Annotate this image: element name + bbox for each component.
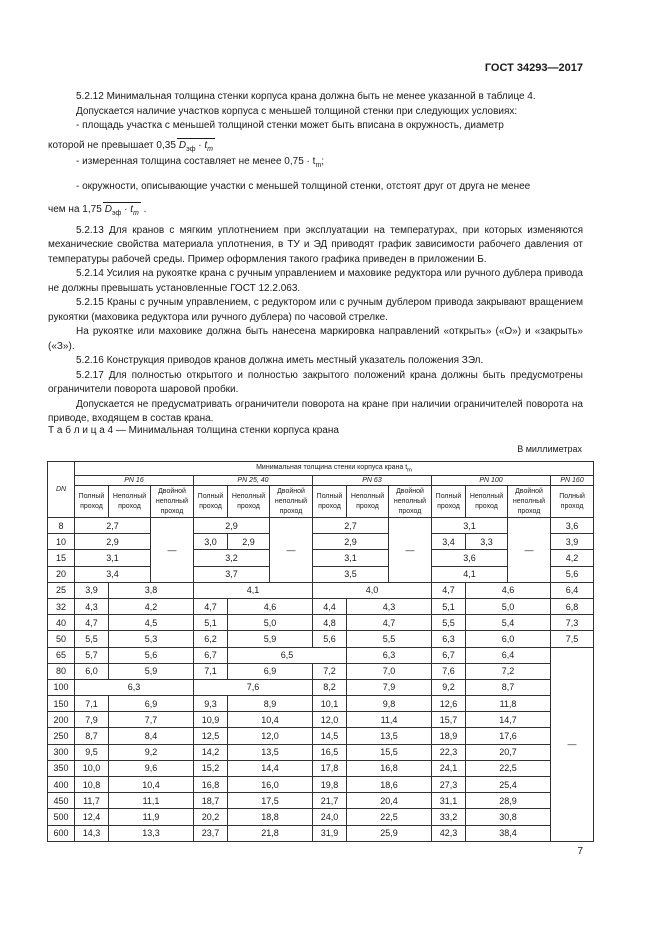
table-cell: 7,2: [466, 663, 551, 679]
main-header-text: Минимальная толщина стенки корпуса крана t: [256, 463, 408, 471]
table-cell: 4,2: [551, 550, 594, 566]
table-cell: 6,0: [75, 663, 109, 679]
table-cell: 13,5: [228, 744, 313, 760]
table-cell: 3,3: [466, 534, 508, 550]
col-partial: Неполный проход: [347, 486, 389, 518]
bullet-2-sub: m: [315, 162, 322, 169]
cell-dn: 25: [48, 582, 75, 598]
table-cell: 13,5: [347, 728, 432, 744]
table-cell: 5,6: [109, 647, 194, 663]
dash-cell: —: [508, 518, 551, 583]
table-cell: 7,5: [551, 631, 594, 647]
table-row: [48, 712, 594, 728]
table-cell: 12,0: [313, 712, 347, 728]
table-cell: 4,5: [109, 615, 194, 631]
table-cell: 6,4: [466, 647, 551, 663]
paragraph-5-2-15: 5.2.15 Краны с ручным управлением, с редуктором или с ручным дублером привода закрывают вращением рукоятки (маховика редуктора или ручного дублера) по часовой стрелке.: [48, 297, 583, 323]
paragraph-5-2-13: 5.2.13 Для кранов с мягким уплотнением при эксплуатации на температурах, при которых изменяются механические свойства материала уплотнения, в ТУ и ЭД приводят график зависимости рабочего давления от температуры рабочей среды. Пример оформления такого графика приведен в приложении Б.: [48, 224, 583, 265]
bullet-2-end: ;: [321, 156, 325, 167]
table-cell: 4,3: [75, 598, 109, 614]
table-cell: 23,7: [194, 825, 228, 841]
table-cell: 7,6: [432, 663, 466, 679]
pn25-40-header: PN 25, 40: [194, 476, 313, 486]
bullet-3: - окружности, описывающие участки с меньшей толщиной стенки, отстоят друг от друга не менее: [76, 180, 531, 192]
sqrt-sub: эф: [186, 145, 196, 153]
table-cell: 4,6: [228, 598, 313, 614]
col-full: Полный проход: [432, 486, 466, 518]
table-row: [48, 825, 594, 841]
table-cell: 16,0: [228, 777, 313, 793]
table-cell: 15,5: [347, 744, 432, 760]
table-cell: 4,7: [194, 598, 228, 614]
table-cell: 2,7: [75, 518, 151, 534]
table-cell: 14,2: [194, 744, 228, 760]
paragraph-5-2-14: 5.2.14 Усилия на рукоятке крана с ручным управлением и маховике редуктора или ручного дублера привода не должны превышать установленные ГОСТ 12.2.063.: [48, 268, 583, 294]
cell-dn: 50: [48, 631, 75, 647]
table-cell: 21,7: [313, 793, 347, 809]
cell-dn: 20: [48, 566, 75, 582]
table-row: [48, 809, 594, 825]
sqrt-mid: · t: [195, 139, 208, 151]
body-text: [48, 90, 583, 427]
table-cell: 7,1: [194, 663, 228, 679]
table-cell: 6,3: [75, 679, 194, 695]
table-cell: 12,0: [228, 728, 313, 744]
table-row: [48, 647, 594, 663]
table-cell: 10,1: [313, 696, 347, 712]
paragraph-5-2-16: 5.2.16 Конструкция приводов кранов должна иметь местный указатель положения ЗЭл.: [76, 355, 484, 366]
table-cell: 24,0: [313, 809, 347, 825]
table-cell: 4,7: [432, 582, 466, 598]
sqrt-expression-2: [103, 202, 141, 222]
paragraph-5-2-15-b: На рукоятке или маховике должна быть нанесена маркировка направлений «открыть» («О») и «закрыть» («З»).: [48, 326, 583, 352]
table-cell: 17,6: [466, 728, 551, 744]
table-cell: 6,7: [194, 647, 228, 663]
table-row: [48, 728, 594, 744]
sqrt-sub-2: эф: [111, 210, 122, 217]
main-header: [75, 462, 594, 476]
pn16-header: PN 16: [75, 476, 194, 486]
standard-number: ГОСТ 34293—2017: [484, 62, 583, 74]
table-cell: 4,2: [109, 598, 194, 614]
cell-dn: 150: [48, 696, 75, 712]
table-cell: 25,4: [466, 777, 551, 793]
table-cell: 38,4: [466, 825, 551, 841]
table-cell: 7,9: [75, 712, 109, 728]
table-cell: 25,9: [347, 825, 432, 841]
paragraph-5-2-17-b: Допускается не предусматривать ограничители поворота на кране при наличии ограничителей поворота на приводе, входящем в состав крана.: [48, 398, 583, 424]
table-cell: 9,3: [194, 696, 228, 712]
table-cell: 4,8: [313, 615, 347, 631]
table-cell: 3,1: [75, 550, 151, 566]
pn160-header: PN 160: [551, 476, 594, 486]
table-cell: 2,9: [75, 534, 151, 550]
cell-dn: 8: [48, 518, 75, 534]
page-number: 7: [577, 846, 583, 857]
table-cell: 9,2: [432, 679, 466, 695]
table-cell: 9,2: [109, 744, 194, 760]
table-cell: 5,5: [347, 631, 432, 647]
table-row: [48, 793, 594, 809]
table-cell: 28,9: [466, 793, 551, 809]
table-cell: 4,7: [75, 615, 109, 631]
table-cell: 10,8: [75, 777, 109, 793]
col-full: Полный проход: [194, 486, 228, 518]
table-row: [48, 760, 594, 776]
dn-header: DN: [48, 462, 75, 518]
table-caption: Т а б л и ц а 4 — Минимальная толщина стенки корпуса крана: [48, 425, 339, 436]
table-cell: 3,0: [194, 534, 228, 550]
table-cell: 5,5: [432, 615, 466, 631]
cell-dn: 10: [48, 534, 75, 550]
bullet-1: - площадь участка с меньшей толщиной стенки может быть вписана в окружность, диаметр: [76, 120, 504, 131]
table-cell: 22,5: [466, 760, 551, 776]
cell-dn: 500: [48, 809, 75, 825]
table-cell: 12,4: [75, 809, 109, 825]
table-cell: 5,1: [432, 598, 466, 614]
table-cell: 14,3: [75, 825, 109, 841]
table-cell: 6,3: [347, 647, 432, 663]
col-double: Двойной неполный проход: [389, 486, 432, 518]
bullet-3-continuation: чем на 1,75 $D_{эф} \cdot t_m$ .: [48, 202, 583, 222]
table-cell: 3,4: [75, 566, 151, 582]
col-partial: Неполный проход: [109, 486, 151, 518]
table-cell: 13,3: [109, 825, 194, 841]
table-cell: 11,7: [75, 793, 109, 809]
table-cell: 6,5: [228, 647, 347, 663]
table-cell: 20,7: [466, 744, 551, 760]
paragraph-5-2-17: 5.2.17 Для полностью открытого и полностью закрытого положений крана должны быть предусмотрены ограничители поворота шаровой пробки.: [48, 369, 583, 395]
bullet-1-cont-text: которой не превышает 0,35: [48, 139, 176, 151]
table-cell: 6,9: [228, 663, 313, 679]
table-cell: 10,4: [228, 712, 313, 728]
table-row: [48, 777, 594, 793]
table-cell: 3,6: [432, 550, 508, 566]
table-cell: 2,9: [194, 518, 270, 534]
table-cell: 4,1: [194, 582, 313, 598]
table-cell: 3,2: [194, 550, 270, 566]
table-cell: 20,4: [347, 793, 432, 809]
table-cell: 14,4: [228, 760, 313, 776]
table-cell: 18,9: [432, 728, 466, 744]
cell-dn: 40: [48, 615, 75, 631]
table-row: [48, 518, 594, 534]
table-cell: 27,3: [432, 777, 466, 793]
table-row: [48, 631, 594, 647]
table-row: [48, 679, 594, 695]
table-cell: 7,0: [347, 663, 432, 679]
table-cell: 4,3: [347, 598, 432, 614]
sqrt-sub2: m: [207, 145, 213, 153]
bullet-2: [48, 155, 583, 174]
table-cell: 4,6: [466, 582, 551, 598]
table-cell: 11,1: [109, 793, 194, 809]
table-cell: 3,9: [75, 582, 109, 598]
table-cell: 19,8: [313, 777, 347, 793]
table-cell: 20,2: [194, 809, 228, 825]
table-cell: 5,9: [109, 663, 194, 679]
table-cell: 24,1: [432, 760, 466, 776]
table-cell: 15,2: [194, 760, 228, 776]
table-row: [48, 696, 594, 712]
sqrt-d: D: [178, 139, 187, 151]
table-cell: 4,0: [313, 582, 432, 598]
col-full: Полный проход: [313, 486, 347, 518]
table-units: В миллиметрах: [517, 444, 582, 454]
cell-dn: 350: [48, 760, 75, 776]
table-cell: 5,6: [551, 566, 594, 582]
table-cell: 2,9: [228, 534, 270, 550]
col-double: Двойной неполный проход: [270, 486, 313, 518]
table-cell: 4,1: [432, 566, 508, 582]
table-row: [48, 582, 594, 598]
cell-dn: 250: [48, 728, 75, 744]
table-cell: 2,7: [313, 518, 389, 534]
table-cell: 6,7: [432, 647, 466, 663]
table-cell: 8,2: [313, 679, 347, 695]
table-cell: 7,2: [313, 663, 347, 679]
col-double: Двойной неполный проход: [151, 486, 194, 518]
table-cell: 5,4: [466, 615, 551, 631]
table-cell: 5,5: [75, 631, 109, 647]
table-cell: 14,5: [313, 728, 347, 744]
table-cell: 5,0: [228, 615, 313, 631]
table-cell: 22,3: [432, 744, 466, 760]
table-cell: 9,8: [347, 696, 432, 712]
table-cell: 16,8: [194, 777, 228, 793]
table-cell: 3,4: [432, 534, 466, 550]
table-cell: 5,7: [75, 647, 109, 663]
table-cell: 7,9: [347, 679, 432, 695]
cell-dn: 65: [48, 647, 75, 663]
paragraph-5-2-12-b: Допускается наличие участков корпуса с меньшей толщиной стенки при следующих условиях:: [76, 105, 518, 117]
table-cell: 7,1: [75, 696, 109, 712]
table-cell: 33,2: [432, 809, 466, 825]
table-cell: 8,7: [466, 679, 551, 695]
table-cell: 6,4: [551, 582, 594, 598]
table-cell: 18,8: [228, 809, 313, 825]
table-cell: 5,3: [109, 631, 194, 647]
main-header-sub: m: [407, 467, 413, 474]
cell-dn: 450: [48, 793, 75, 809]
table-cell: 11,4: [347, 712, 432, 728]
cell-dn: 100: [48, 679, 75, 695]
sqrt-d-2: D: [104, 204, 112, 215]
table-cell: 15,7: [432, 712, 466, 728]
table-cell: 21,8: [228, 825, 313, 841]
table-cell: 4,7: [347, 615, 432, 631]
table-cell: 12,6: [432, 696, 466, 712]
dash-cell: —: [551, 647, 594, 841]
bullet-3-cont-text: чем на 1,75: [48, 204, 102, 215]
table-cell: 3,8: [109, 582, 194, 598]
table-cell: 3,7: [194, 566, 270, 582]
table-cell: 12,5: [194, 728, 228, 744]
table-cell: 18,6: [347, 777, 432, 793]
cell-dn: 400: [48, 777, 75, 793]
table-cell: 3,9: [551, 534, 594, 550]
cell-dn: 15: [48, 550, 75, 566]
dash-cell: —: [270, 518, 313, 583]
table-cell: 5,6: [313, 631, 347, 647]
table-row: [48, 663, 594, 679]
table-cell: 17,8: [313, 760, 347, 776]
dash-cell: —: [151, 518, 194, 583]
wall-thickness-table: [47, 461, 594, 842]
paragraph-5-2-12: 5.2.12 Минимальная толщина стенки корпуса крана должна быть не менее указанной в таблице 4.: [76, 91, 536, 102]
table-cell: 10,0: [75, 760, 109, 776]
table-cell: 30,8: [466, 809, 551, 825]
table-cell: 14,7: [466, 712, 551, 728]
cell-dn: 600: [48, 825, 75, 841]
table-cell: 7,3: [551, 615, 594, 631]
table-cell: 5,0: [466, 598, 551, 614]
col-partial: Неполный проход: [228, 486, 270, 518]
cell-dn: 300: [48, 744, 75, 760]
table-row: [48, 615, 594, 631]
table-cell: 31,9: [313, 825, 347, 841]
table-row: [48, 598, 594, 614]
dash-cell: —: [389, 518, 432, 583]
cell-dn: 80: [48, 663, 75, 679]
table-cell: 9,6: [109, 760, 194, 776]
col-full: Полный проход: [75, 486, 109, 518]
table-cell: 4,4: [313, 598, 347, 614]
table-cell: 42,3: [432, 825, 466, 841]
table-cell: 6,0: [466, 631, 551, 647]
sqrt-sub2-2: m: [133, 210, 139, 217]
table-cell: 17,5: [228, 793, 313, 809]
table-row: [48, 744, 594, 760]
table-cell: 11,9: [109, 809, 194, 825]
table-cell: 10,9: [194, 712, 228, 728]
table-cell: 3,5: [313, 566, 389, 582]
table-cell: 2,9: [313, 534, 389, 550]
pn63-header: PN 63: [313, 476, 432, 486]
table-cell: 3,1: [432, 518, 508, 534]
sqrt-mid-2: · t: [121, 204, 133, 215]
table-cell: 3,6: [551, 518, 594, 534]
table-cell: 31,1: [432, 793, 466, 809]
table-cell: 8,7: [75, 728, 109, 744]
table-cell: 22,5: [347, 809, 432, 825]
table-cell: 7,7: [109, 712, 194, 728]
table-cell: 6,9: [109, 696, 194, 712]
table-cell: 5,1: [194, 615, 228, 631]
table-cell: 8,9: [228, 696, 313, 712]
table-cell: 16,5: [313, 744, 347, 760]
table-cell: 6,3: [432, 631, 466, 647]
col-partial: Неполный проход: [466, 486, 508, 518]
table-cell: 8,4: [109, 728, 194, 744]
table-cell: 3,1: [313, 550, 389, 566]
bullet-2-text: - измеренная толщина составляет не менее 0,75 · t: [76, 156, 316, 167]
table-cell: 16,8: [347, 760, 432, 776]
cell-dn: 200: [48, 712, 75, 728]
col-double: Двойной неполный проход: [508, 486, 551, 518]
table-cell: 9,5: [75, 744, 109, 760]
pn100-header: PN 100: [432, 476, 551, 486]
table-cell: 5,9: [228, 631, 313, 647]
table-cell: 6,2: [194, 631, 228, 647]
table-cell: 10,4: [109, 777, 194, 793]
table-cell: 18,7: [194, 793, 228, 809]
col-full: Полный проход: [551, 486, 594, 518]
cell-dn: 32: [48, 598, 75, 614]
table-cell: 6,8: [551, 598, 594, 614]
table-cell: 7,6: [194, 679, 313, 695]
table-cell: 11,8: [466, 696, 551, 712]
